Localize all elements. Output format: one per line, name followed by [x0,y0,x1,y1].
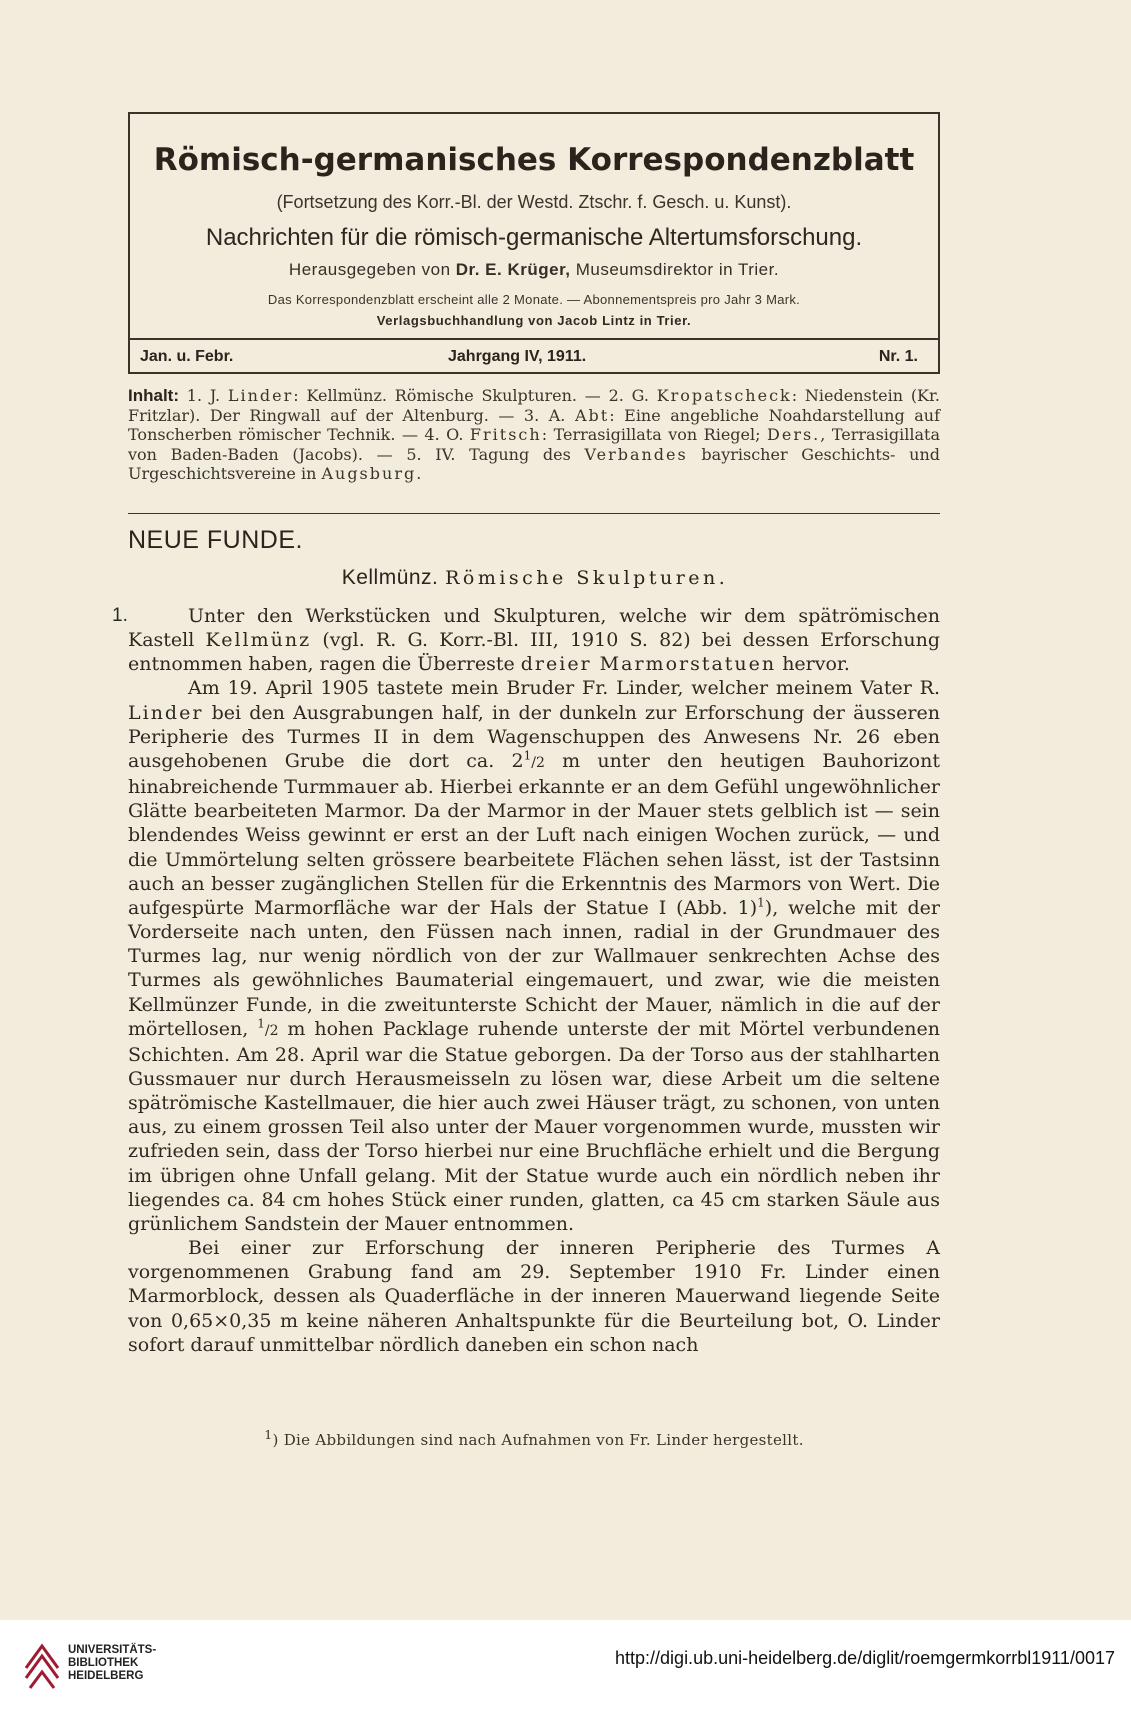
section-heading: NEUE FUNDE. [128,526,303,554]
toc-item-1-rest: : Kellmünz. Römische Skulpturen. — 2. G. [293,386,657,405]
section-number: 1. [112,605,128,626]
contents-label: Inhalt: [128,386,179,405]
publication-info: Das Korrespondenzblatt erscheint alle 2 Monate. — Abonnementspreis pro Jahr 3 Mark. [267,292,801,307]
issue-volume: Jahrgang IV, 1911. [448,348,587,365]
masthead-divider [130,338,938,340]
p2-text-e: m hohen Packlage ruhende unterste der mit Mörtel verbundenen Schichten. Am 28. April war die Statue geborgen. Da der Torso aus der stahlharten Gussmauer nur durch Herausmeisseln zu lösen war, diese Arbeit um die seltene spätrömische Kastellmauer, die hier auch zwei Häuser trägt, zu schonen, von unten aus, zu einem grossen Teil also unter der Mauer vorgenommen wurde, mussten wir zufrieden sein, dass der Torso hierbei nur eine Bruchfläche erhielt und die Bergung im übrigen ohne Unfall gelang. Mit der Statue wurde auch ein nördlich neben ihr liegendes ca. 84 cm hohes Stück einer runden, glatten, ca 45 cm starken Säule aus grünlichem Sandstein der Mauer entnommen. [128,1017,940,1235]
issue-number: Nr. 1. [878,348,918,365]
footnote-reference: 1 [757,895,765,910]
table-of-contents [128,386,940,484]
toc-item-3-rest: : Eine angebliche Noahdarstellung auf Tonscherben römischer Technik. — 4. O. [128,405,941,444]
editor-prefix: Herausgegeben von [288,260,451,279]
p1-marmorstatuen: dreier Marmorstatuen [520,653,777,676]
paragraph-1 [128,604,940,676]
toc-item-5-rest: bayrischer Geschichts- und Urgeschichtsvereine in [128,444,940,483]
library-name [68,1644,156,1683]
editor-name: Dr. E. Krüger, [455,260,571,279]
p2-text-d: ), welche mit der Vorderseite nach unten, den Füssen nach innen, radial in der Grundmauer des Turmes lag, nur wenig nördlich von der zur Wallmauer senkrechten Achse des Turmes als gewöhnliches Baumaterial eingemauert, und zwar, wie die meisten Kellmünzer Funde, in die zweitunterste Schicht der Mauer, nämlich in die auf der mörtellosen, [128,896,940,1040]
library-line-2: BIBLIOTHEK [68,1657,139,1669]
toc-end: . [416,464,422,483]
footnote-mark: 1 [264,1427,273,1442]
p2-text-b: bei den Ausgrabungen half, in der dunkeln zur Erforschung der äusseren Peripherie des Turmes II in dem Wagenschuppen des Anwesens Nr. 26 eben ausgehobenen Grube die dort ca. 2 [128,701,940,772]
paragraph-2 [128,676,940,1236]
p2-half-num: 1 [257,1016,265,1031]
toc-augsburg: Augsburg [321,464,417,483]
article-subtitle: Römische Skulpturen. [445,567,729,589]
footnote [128,1427,940,1449]
library-line-1: UNIVERSITÄTS- [68,1644,157,1656]
p2-half-den: /2 [264,1022,279,1039]
footnote-text: ) Die Abbildungen sind nach Aufnahmen von Fr. Linder hergestellt. [272,1431,804,1449]
p2-linder: Linder [128,701,204,724]
toc-author-ders: Ders. [767,425,821,444]
p2-text-c: m unter den heutigen Bauhorizont hinabreichende Turmmauer ab. Hierbei erkannte er an dem Gefühl ungewöhnlicher Glätte bearbeiteten Marmor. Da der Marmor in der Mauer stets gelblich ist — sein blendendes Weiss gewinnt er erst an der Luft nach einigen Wochen zurück, — und die Ummörtelung selten grössere bearbeitete Flächen sehen lässt, ist der Tastsinn auch an besser zugänglichen Stellen für die Erkenntnis des Marmors von Wert. Die aufgespürte Marmorfläche war der Hals der Statue I (Abb. 1) [128,749,940,919]
toc-item-1-prefix: 1. J. [186,386,228,405]
p1-kellmuenz: Kellmünz [205,629,312,652]
toc-author-abt: Abt [574,405,610,425]
editor-suffix: Museumsdirektor in Trier. [575,260,780,279]
publisher-line: Verlagsbuchhandlung von Jacob Lintz in Trier. [376,313,692,328]
article-body [112,604,940,1357]
p1-text-a: Unter den Werkstücken und Skulpturen, welche wir dem spätrömischen Kastell [128,605,940,652]
article-place: Kellmünz. [341,566,439,589]
toc-item-4b-rest: , Terrasigillata von Baden-Baden (Jacobs). — 5. IV. Tagung des [128,425,940,464]
journal-tagline: Nachrichten für die römisch-germanische Altertumsforschung. [205,224,863,251]
journal-title: Römisch-germanisches Korrespondenzblatt [153,142,915,178]
toc-author-fritsch: Fritsch [469,425,542,444]
toc-author-kropatscheck: Kropatscheck [656,386,792,405]
article-title [0,565,1070,590]
p1-text-c: hervor. [776,653,850,676]
digitization-footer [0,1620,1131,1713]
editor-line [130,260,938,280]
toc-author-linder: Linder [227,386,294,405]
toc-verbandes: Verbandes [584,444,688,464]
university-library-logo-icon [22,1638,62,1690]
journal-subtitle: (Fortsetzung des Korr.-Bl. der Westd. Ztschr. f. Gesch. u. Kunst). [276,192,792,212]
contents-divider [128,513,940,514]
masthead-box [128,112,940,374]
p2-text-a: Am 19. April 1905 tastete mein Bruder Fr. Linder, welcher meinem Vater R. [188,677,940,700]
p1-text-b: (vgl. R. G. Korr.-Bl. III, 1910 S. 82) bei dessen Erforschung entnommen haben, ragen die Überreste [128,629,940,676]
source-url[interactable]: http://digi.ub.uni-heidelberg.de/diglit/roemgermkorrbl1911/0017 [615,1648,1115,1668]
issue-months: Jan. u. Febr. [140,348,234,365]
p2-fraction-num: 1 [523,748,532,763]
masthead-bottom-rule [130,372,938,374]
issue-line [130,348,938,372]
p2-fraction-den: /2 [531,754,545,771]
paragraph-3: Bei einer zur Erforschung der inneren Peripherie des Turmes A vorgenommenen Grabung fand am 29. September 1910 Fr. Linder einen Marmorblock, dessen als Quaderfläche in der inneren Mauerwand liegende Seite von 0,65×0,35 m keine näheren Anhaltspunkte für die Beurteilung bot, O. Linder sofort darauf unmittelbar nördlich daneben ein schon nach [128,1237,940,1356]
library-line-3: HEIDELBERG [68,1670,144,1682]
toc-item-2-rest: : Niedenstein (Kr. Fritzlar). Der Ringwall auf der Altenburg. — 3. A. [128,386,940,425]
toc-item-4-rest: : Terrasigillata von Riegel; [541,425,768,444]
